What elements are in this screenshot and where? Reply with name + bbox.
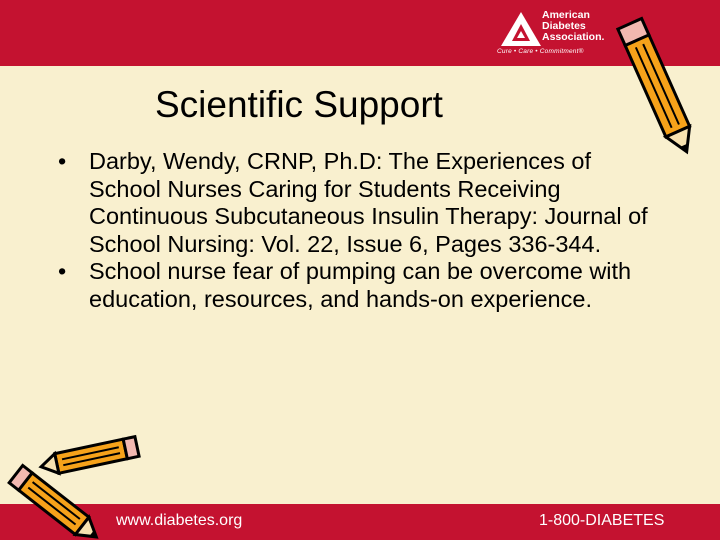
- logo-tagline: Cure • Care • Commitment®: [497, 48, 584, 55]
- ada-triangle-icon: [500, 11, 542, 47]
- logo-line-3: Association.: [542, 31, 605, 43]
- bullet-item: [58, 148, 658, 258]
- logo-line-2: Diabetes: [542, 20, 586, 32]
- footer-phone: 1-800-DIABETES: [539, 512, 665, 529]
- logo-line-1: American: [542, 9, 590, 21]
- bullet-text: Darby, Wendy, CRNP, Ph.D: The Experiences of School Nurses Caring for Students Receiving Continuous Subcutaneous Insulin Therapy: Journal of School Nursing: Vol. 22, Issue 6, Pages 336-344.: [89, 148, 648, 257]
- bullet-marker: •: [58, 148, 67, 174]
- bullet-marker: •: [58, 258, 67, 284]
- bullet-item: [58, 258, 658, 313]
- bullet-text: School nurse fear of pumping can be overcome with education, resources, and hands-on experience.: [89, 258, 632, 312]
- pencil-icon: [610, 8, 705, 163]
- slide-title: Scientific Support: [155, 84, 443, 125]
- footer-website: www.diabetes.org: [116, 512, 243, 529]
- bullet-list: [58, 148, 658, 313]
- logo-wordmark: [542, 10, 604, 43]
